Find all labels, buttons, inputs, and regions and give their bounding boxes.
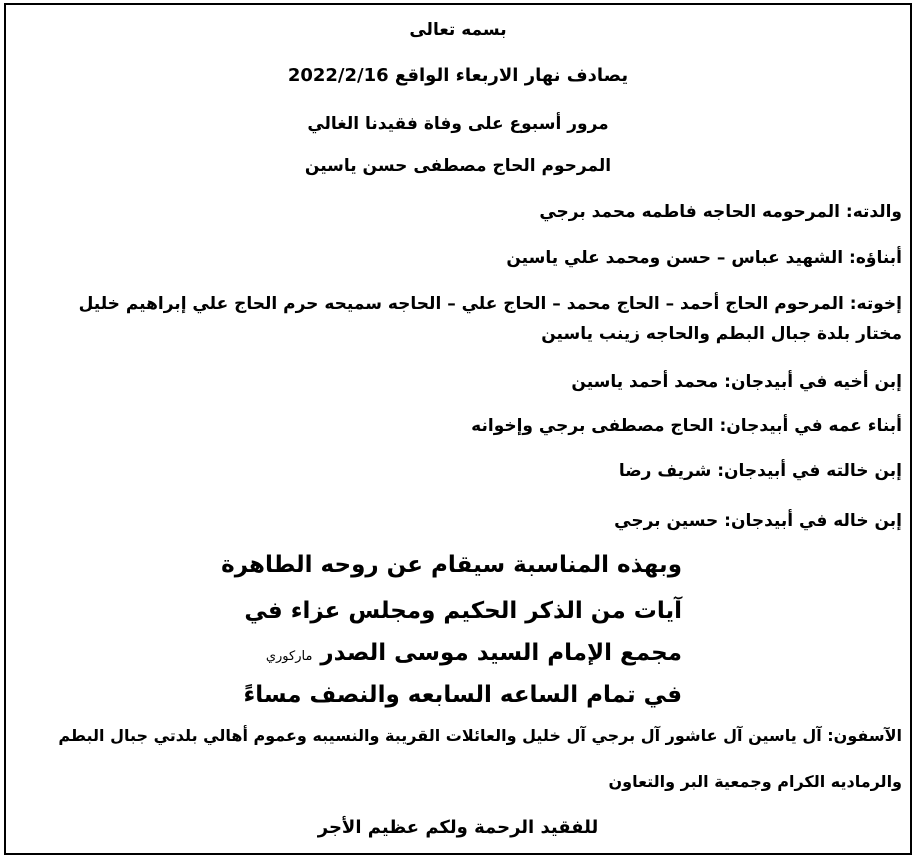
ceremony-line-2: آيات من الذكر الحكيم ومجلس عزاء في [244,598,682,624]
maternal-uncle-son-line: إبن خاله في أبيدجان: حسين برجي [614,511,902,531]
deceased-name: المرحوم الحاج مصطفى حسن ياسين [304,156,612,176]
maternal-aunt-son-line: إبن خالته في أبيدجان: شريف رضا [618,461,902,481]
ceremony-line-3 [14,637,682,673]
mother-line: والدته: المرحومه الحاجه فاطمه محمد برجي [539,202,902,222]
paternal-cousins-line: أبناء عمه في أبيدجان: الحاج مصطفى برجي وإخوانه [471,416,902,436]
nephew-line: إبن أخيه في أبيدجان: محمد أحمد ياسين [571,372,902,392]
mourners-line-1: الآسفون: آل ياسين آل عاشور آل برجي آل خليل والعائلات القريبة والنسيبه وعموم أهالي بلدتي جبال البطم [58,726,902,745]
ceremony-line-1: وبهذه المناسبة سيقام عن روحه الطاهرة [221,552,682,578]
ceremony-line-4: في تمام الساعه السابعه والنصف مساءً [243,682,682,708]
siblings-line-1: إخوته: المرحوم الحاج أحمد – الحاج محمد – الحاج علي – الحاجه سميحه حرم الحاج علي إبراهيم خليل [78,294,902,314]
date-line: يصادف نهار الاربعاء الواقع 2022/2/16 [287,65,629,86]
mourners-line-2: والرماديه الكرام وجمعية البر والتعاون [608,772,902,791]
ceremony-venue: مجمع الإمام السيد موسى الصدر [320,640,682,666]
ceremony-venue-area: ماركوري [265,649,313,664]
invocation-heading: بسمه تعالى [409,20,507,40]
closing-line: للفقيد الرحمة ولكم عظيم الأجر [317,817,599,838]
occasion-line: مرور أسبوع على وفاة فقيدنا الغالي [307,114,609,134]
obituary-notice [4,3,912,855]
siblings-line-2: مختار بلدة جبال البطم والحاجه زينب ياسين [541,324,902,344]
sons-line: أبناؤه: الشهيد عباس – حسن ومحمد علي ياسين [506,248,902,268]
